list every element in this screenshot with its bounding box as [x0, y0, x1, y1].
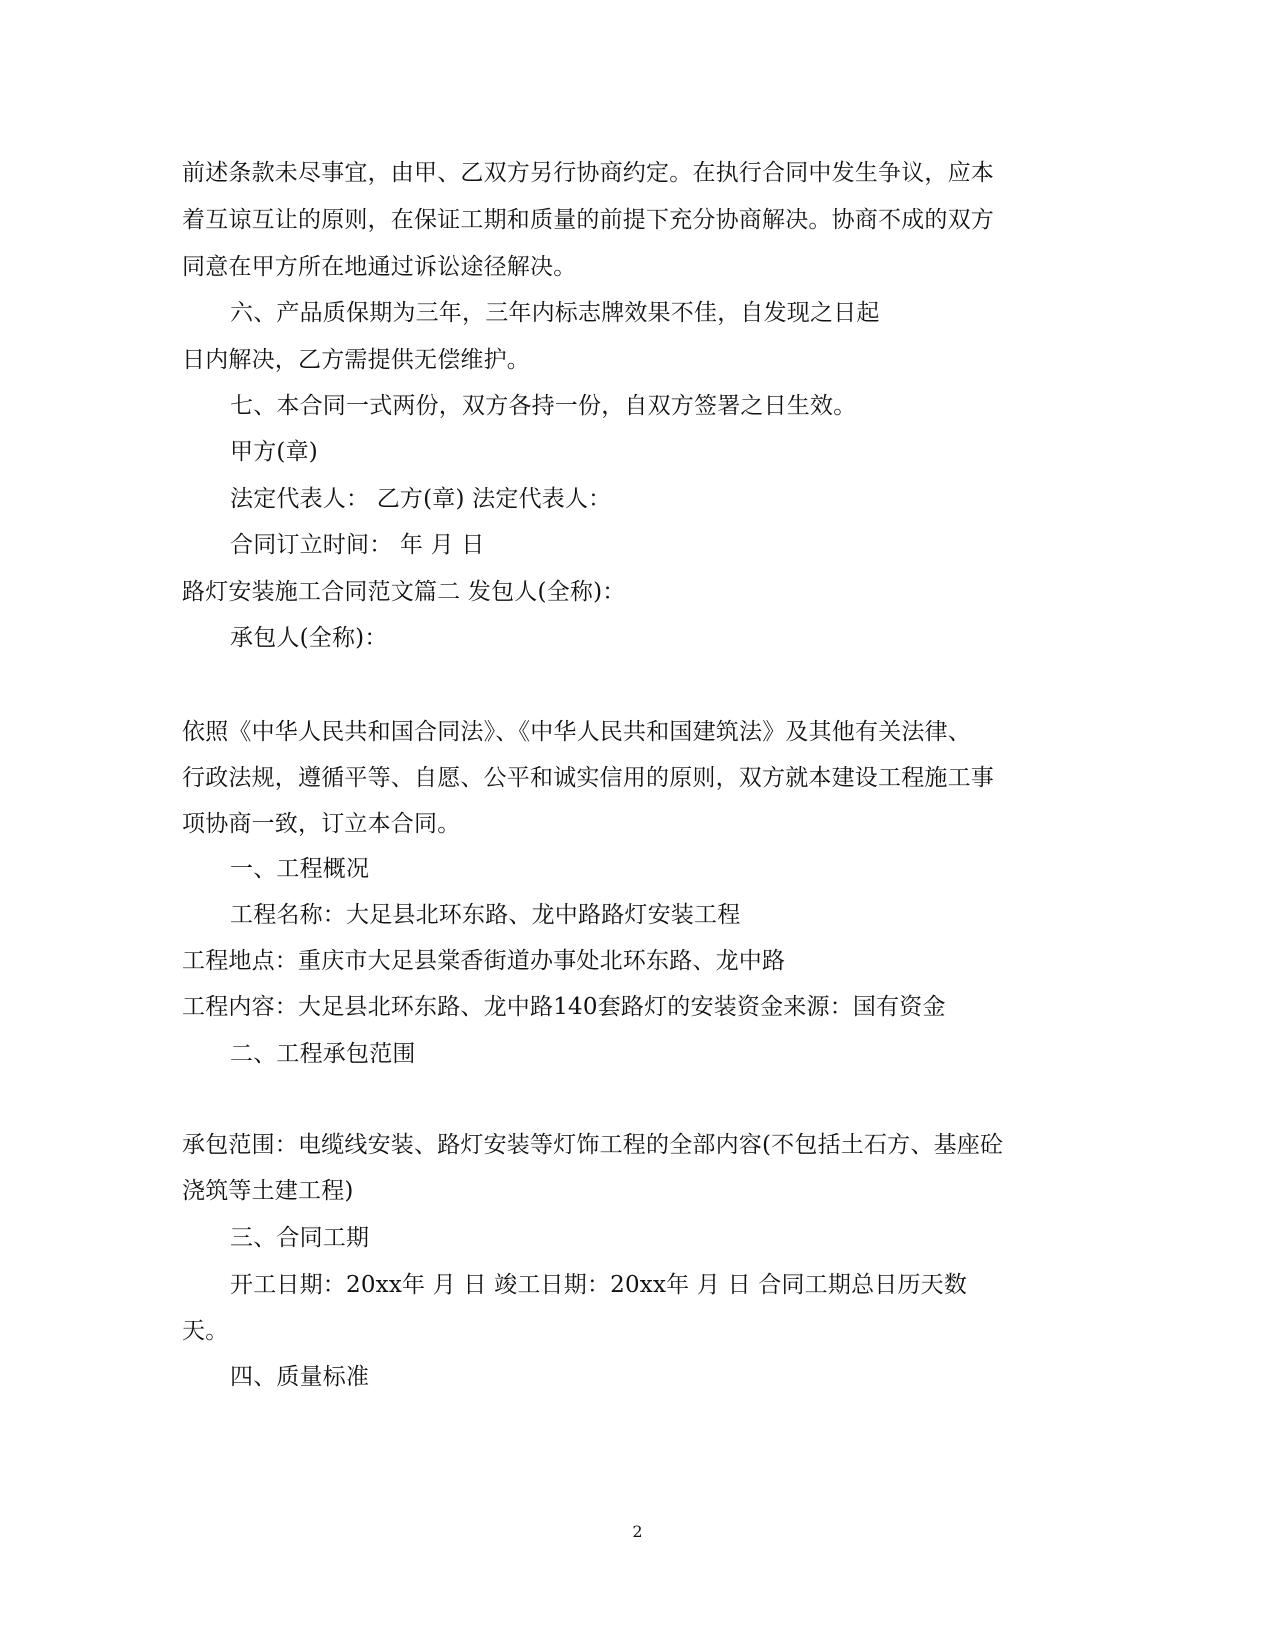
schedule-line: 天。: [182, 1318, 229, 1344]
scope-line: 承包范围：电缆线安装、路灯安装等灯饰工程的全部内容(不包括土石方、基座砼: [182, 1132, 1004, 1158]
heading-line: 二、工程承包范围: [230, 1041, 416, 1067]
paragraph-line: 前述条款未尽事宜，由甲、乙双方另行协商约定。在执行合同中发生争议，应本: [182, 160, 994, 186]
scope-line: 浇筑等土建工程): [182, 1178, 354, 1204]
heading-line: 一、工程概况: [230, 856, 370, 882]
page-number: 2: [632, 1522, 643, 1541]
project-location-line: 工程地点：重庆市大足县棠香街道办事处北环东路、龙中路: [182, 948, 786, 974]
heading-line: 四、质量标准: [230, 1364, 370, 1390]
party-a-seal-line: 甲方(章): [230, 439, 318, 465]
project-name-line: 工程名称：大足县北环东路、龙中路路灯安装工程: [230, 902, 741, 928]
heading-line: 三、合同工期: [230, 1225, 370, 1251]
paragraph-line: 行政法规，遵循平等、自愿、公平和诚实信用的原则，双方就本建设工程施工事: [182, 765, 994, 791]
project-content-line: 工程内容：大足县北环东路、龙中路140套路灯的安装资金来源：国有资金: [182, 994, 946, 1020]
contract-date-line: 合同订立时间： 年 月 日: [230, 532, 485, 558]
paragraph-line: 依照《中华人民共和国合同法》、《中华人民共和国建筑法》及其他有关法律、: [182, 719, 971, 745]
paragraph-line: 项协商一致，订立本合同。: [182, 811, 461, 837]
paragraph-line: 着互谅互让的原则，在保证工期和质量的前提下充分协商解决。协商不成的双方: [182, 207, 994, 233]
paragraph-line: 同意在甲方所在地通过诉讼途径解决。: [182, 254, 577, 280]
clause-seven-line: 七、本合同一式两份，双方各持一份，自双方签署之日生效。: [230, 393, 857, 419]
paragraph-line: 日内解决，乙方需提供无偿维护。: [182, 347, 530, 373]
legal-representative-line: 法定代表人： 乙方(章) 法定代表人：: [230, 486, 612, 512]
contractor-line: 承包人(全称)：: [230, 625, 388, 651]
clause-six-line: 六、产品质保期为三年，三年内标志牌效果不佳，自发现之日起: [230, 300, 880, 326]
schedule-line: 开工日期：20xx年 月 日 竣工日期：20xx年 月 日 合同工期总日历天数: [230, 1272, 968, 1298]
section-title-line: 路灯安装施工合同范文篇二 发包人(全称)：: [182, 579, 626, 605]
